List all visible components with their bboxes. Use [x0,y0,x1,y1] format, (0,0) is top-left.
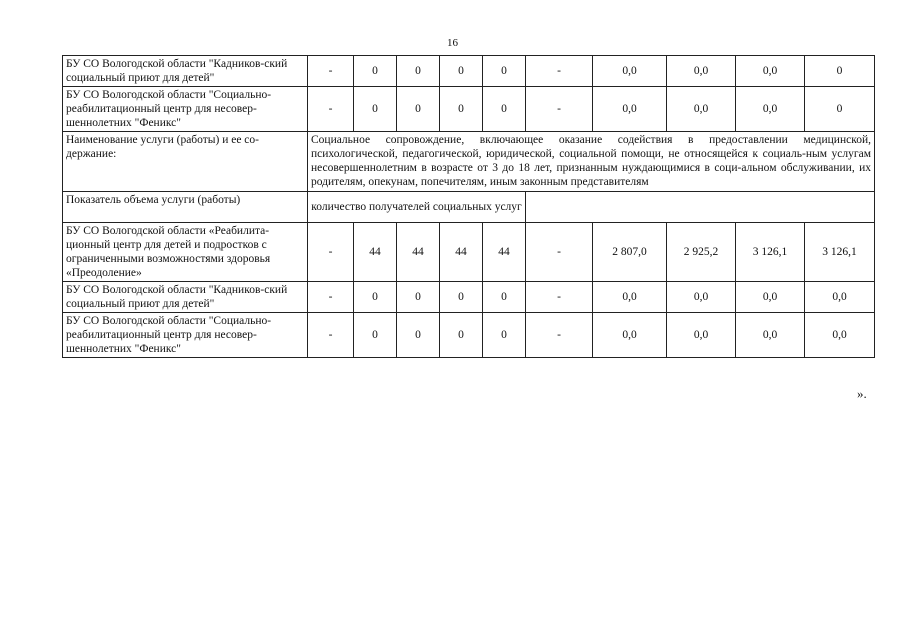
value-cell: - [308,313,354,358]
value-cell: - [526,223,593,282]
value-cell: - [308,223,354,282]
value-cell: 0 [397,87,440,132]
value-cell: 0 [805,87,875,132]
value-cell: 0,0 [805,282,875,313]
value-cell: 0,0 [736,313,805,358]
value-cell: 0 [440,282,483,313]
value-cell: 44 [440,223,483,282]
services-table [62,55,875,358]
value-cell: 0,0 [593,282,667,313]
value-cell: 0 [805,56,875,87]
value-cell: 0 [440,313,483,358]
value-cell: 0 [397,282,440,313]
table-row [63,223,875,282]
value-cell: 0 [483,56,526,87]
value-cell: - [526,87,593,132]
org-name: БУ СО Вологодской области "Социально-реабилитационный центр для несовер-шеннолетних "Феникс" [63,313,308,358]
value-cell: - [526,56,593,87]
value-cell: - [308,282,354,313]
value-cell: 2 925,2 [667,223,736,282]
value-cell: - [526,313,593,358]
value-cell: 0 [354,56,397,87]
value-cell: 0 [483,282,526,313]
value-cell: 3 126,1 [736,223,805,282]
value-cell: 0,0 [805,313,875,358]
table-row [63,313,875,358]
value-cell: 0,0 [593,313,667,358]
value-cell: 0 [483,313,526,358]
indicator-value: количество получателей социальных услуг [308,192,526,223]
table-row [63,282,875,313]
service-row [63,132,875,192]
org-name: БУ СО Вологодской области "Кадников-ский социальный приют для детей" [63,56,308,87]
service-label: Наименование услуги (работы) и ее со-держание: [63,132,308,192]
org-name: БУ СО Вологодской области «Реабилита-ционный центр для детей и подростков с ограниченными возможностями здоровья «Преодоление» [63,223,308,282]
value-cell: 3 126,1 [805,223,875,282]
org-name: БУ СО Вологодской области "Социально-реабилитационный центр для несовер-шеннолетних "Феникс" [63,87,308,132]
service-description: Социальное сопровождение, включающее оказание содействия в предоставлении медицинской, психологической, педагогической, юридической, социальной помощи, не относящейся к социаль-ным услугам несовершеннолетним в возрасте от 3 до 18 лет, признанным нуждающимися в соци-альном обслуживании, их родителям, опекунам, попечителям, иным законным представителям [308,132,875,192]
value-cell: 0 [440,56,483,87]
value-cell: 0 [354,87,397,132]
value-cell: 0 [397,56,440,87]
value-cell: 44 [483,223,526,282]
indicator-empty-cell [526,192,875,223]
value-cell: 0,0 [736,282,805,313]
value-cell: 0,0 [667,56,736,87]
value-cell: 2 807,0 [593,223,667,282]
value-cell: 0,0 [667,87,736,132]
org-name: БУ СО Вологодской области "Кадников-ский социальный приют для детей" [63,282,308,313]
value-cell: - [308,56,354,87]
value-cell: 0 [440,87,483,132]
value-cell: 0,0 [736,87,805,132]
closing-quote: ». [857,386,867,401]
value-cell: 0 [483,87,526,132]
value-cell: 0 [397,313,440,358]
value-cell: 44 [397,223,440,282]
value-cell: 0 [354,282,397,313]
value-cell: 0,0 [593,87,667,132]
value-cell: 0 [354,313,397,358]
indicator-row [63,192,875,223]
value-cell: - [308,87,354,132]
table-row [63,56,875,87]
value-cell: 0,0 [593,56,667,87]
page-number: 16 [447,37,458,49]
table-row [63,87,875,132]
value-cell: 0,0 [667,313,736,358]
value-cell: 0,0 [736,56,805,87]
value-cell: 44 [354,223,397,282]
value-cell: - [526,282,593,313]
indicator-label: Показатель объема услуги (работы) [63,192,308,223]
value-cell: 0,0 [667,282,736,313]
